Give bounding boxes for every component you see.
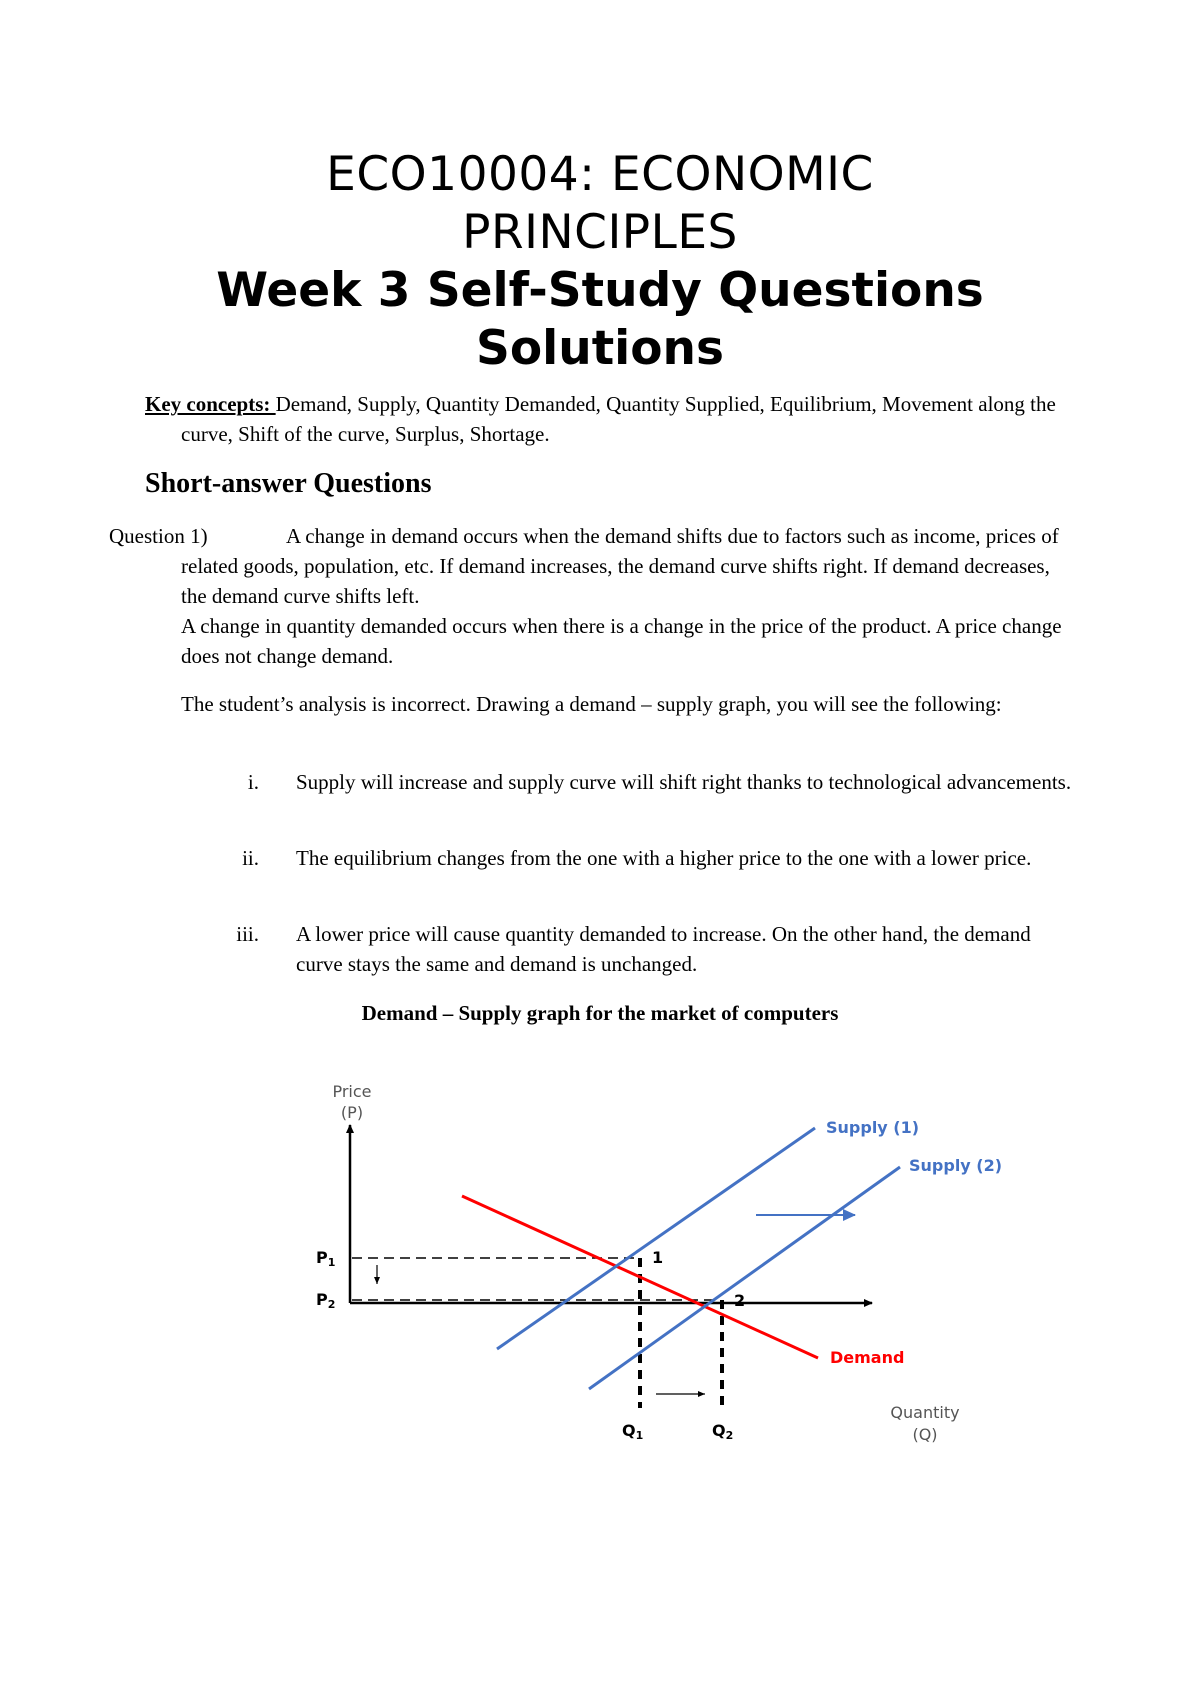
title-line-1: ECO10004: ECONOMIC xyxy=(326,147,874,202)
q2-label xyxy=(712,1421,733,1442)
title-line-3: Week 3 Self-Study Questions xyxy=(216,263,984,318)
section-heading: Short-answer Questions xyxy=(145,468,432,499)
question-1-label: Question 1) xyxy=(109,524,208,548)
y-axis-label-2: (P) xyxy=(340,1103,364,1122)
y-axis-label-1: Price xyxy=(332,1082,372,1101)
p2-subscript: 2 xyxy=(327,1298,336,1311)
demand-label: Demand xyxy=(830,1348,905,1367)
supply-1-curve xyxy=(497,1128,815,1349)
p1-label xyxy=(316,1248,335,1269)
figure-caption: Demand – Supply graph for the market of computers xyxy=(361,1001,839,1025)
key-concepts-label: Key concepts: xyxy=(145,392,276,416)
list-item-text: The equilibrium changes from the one with a higher price to the one with a lower price. xyxy=(296,846,1032,870)
title-line-2: PRINCIPLES xyxy=(462,205,738,260)
q1-subscript: 1 xyxy=(635,1429,644,1442)
list-item-number: ii. xyxy=(242,846,259,870)
demand-curve xyxy=(462,1196,818,1358)
x-axis-label-2: (Q) xyxy=(912,1425,938,1444)
p1-subscript: 1 xyxy=(327,1256,336,1269)
p2-letter: P xyxy=(316,1290,328,1309)
list-item-text: Supply will increase and supply curve will shift right thanks to technological advancements. xyxy=(296,770,1072,794)
supply-1-label: Supply (1) xyxy=(826,1118,920,1137)
q1-letter: Q xyxy=(622,1421,636,1440)
point-1-label: 1 xyxy=(652,1248,664,1267)
question-1-para-3: The student’s analysis is incorrect. Drawing a demand – supply graph, you will see the following: xyxy=(181,692,1002,716)
q1-label xyxy=(622,1421,643,1442)
q2-subscript: 2 xyxy=(725,1429,734,1442)
list-item-number: i. xyxy=(247,770,259,794)
list-item-number: iii. xyxy=(236,922,259,946)
key-concepts-text: Demand, Supply, Quantity Demanded, Quantity Supplied, Equilibrium, Movement along the curve, Shift of the curve, Surplus, Shortage. xyxy=(181,392,1056,446)
question-1-text-1: A change in demand occurs when the demand shifts due to factors such as income, prices of related goods, population, etc. If demand increases, the demand curve shifts right. If demand decreases, the demand curve shifts left. xyxy=(181,524,1059,608)
q2-letter: Q xyxy=(712,1421,726,1440)
x-axis-label-1: Quantity xyxy=(890,1403,960,1422)
p2-label xyxy=(316,1290,335,1311)
title-line-4: Solutions xyxy=(475,321,724,376)
supply-2-label: Supply (2) xyxy=(909,1156,1003,1175)
list-item-text: A lower price will cause quantity demanded to increase. On the other hand, the demand curve stays the same and demand is unchanged. xyxy=(296,922,1031,976)
point-2-label: 2 xyxy=(734,1291,746,1310)
p1-letter: P xyxy=(316,1248,328,1267)
question-1-para-2: A change in quantity demanded occurs when there is a change in the price of the product. A price change does not change demand. xyxy=(181,614,1062,668)
